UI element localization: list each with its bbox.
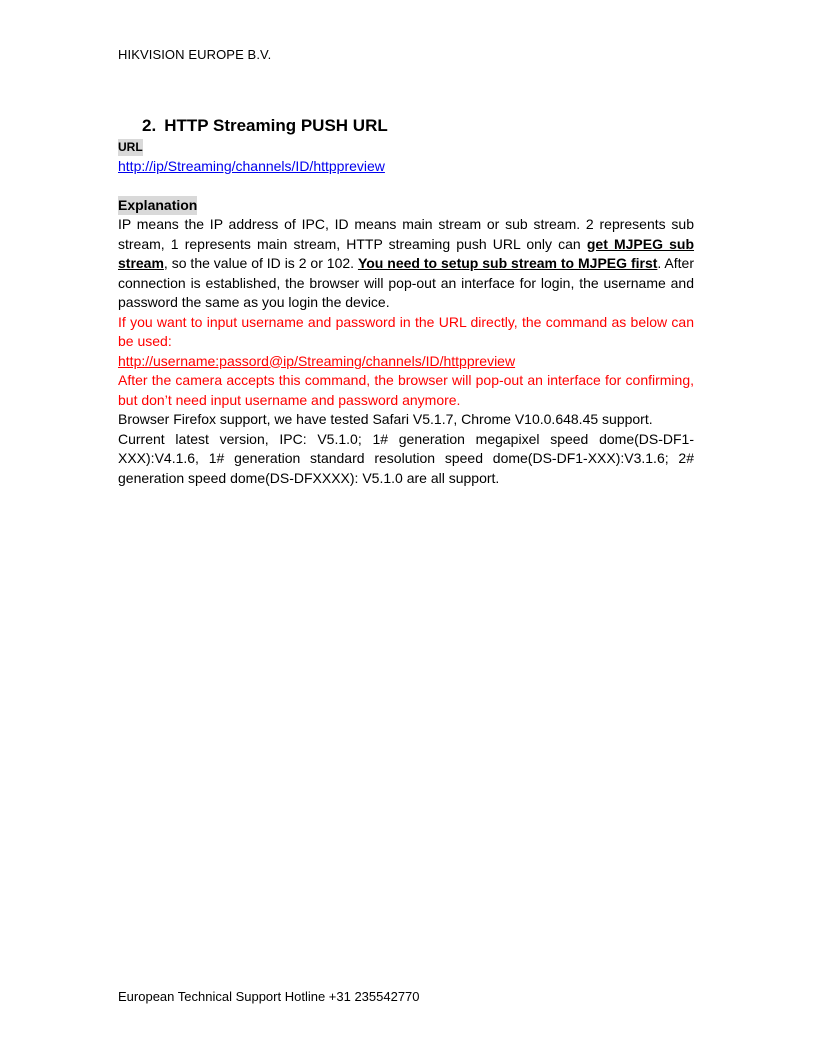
emphasis-setup-mjpeg: You need to setup sub stream to MJPEG first <box>357 255 658 271</box>
url-label: URL <box>118 140 143 154</box>
main-content <box>118 115 694 488</box>
explanation-text-1: IP means the IP address of IPC, ID means main stream or sub stream. 2 represents sub stream, 1 represents main stream, HTTP streaming push URL only can <box>118 216 694 252</box>
explanation-text-2: , so the value of ID is 2 or 102. <box>163 255 358 271</box>
credentials-url-link[interactable]: http://username:passord@ip/Streaming/channels/ID/httppreview <box>118 352 516 369</box>
explanation-text-3: . After connection is established, the browser will pop-out an interface for login, the username and password the same as you login the device. <box>118 255 694 310</box>
direct-credentials-note: If you want to input username and password in the URL directly, the command as below can be used: <box>118 313 694 349</box>
emphasis-mjpeg-sub-stream: get MJPEG sub stream <box>118 235 695 271</box>
section-title: HTTP Streaming PUSH URL <box>164 116 388 135</box>
version-support-paragraph: Current latest version, IPC: V5.1.0; 1# generation megapixel speed dome(DS-DF1-XXX):V4.1.6, 1# generation standard resolution speed dome(DS-DF1-XXX):V3.1.6; 2# generation speed dome(DS-DFXXXX): V5.1.0 are all support. <box>118 430 694 486</box>
browser-support-paragraph: Browser Firefox support, we have tested Safari V5.1.7, Chrome V10.0.648.45 support. <box>118 411 653 427</box>
confirmation-note: After the camera accepts this command, the browser will pop-out an interface for confirming, but don’t need input username and password anymore. <box>118 372 694 408</box>
section-number: 2. <box>142 116 157 135</box>
explanation-label: Explanation <box>118 196 198 213</box>
page-footer: European Technical Support Hotline +31 235542770 <box>118 989 420 1004</box>
explanation-paragraph <box>118 215 694 313</box>
page-header: HIKVISION EUROPE B.V. <box>118 47 272 62</box>
spacer <box>118 176 694 196</box>
section-heading <box>142 115 694 137</box>
streaming-url-link[interactable]: http://ip/Streaming/channels/ID/httppreview <box>118 157 385 174</box>
